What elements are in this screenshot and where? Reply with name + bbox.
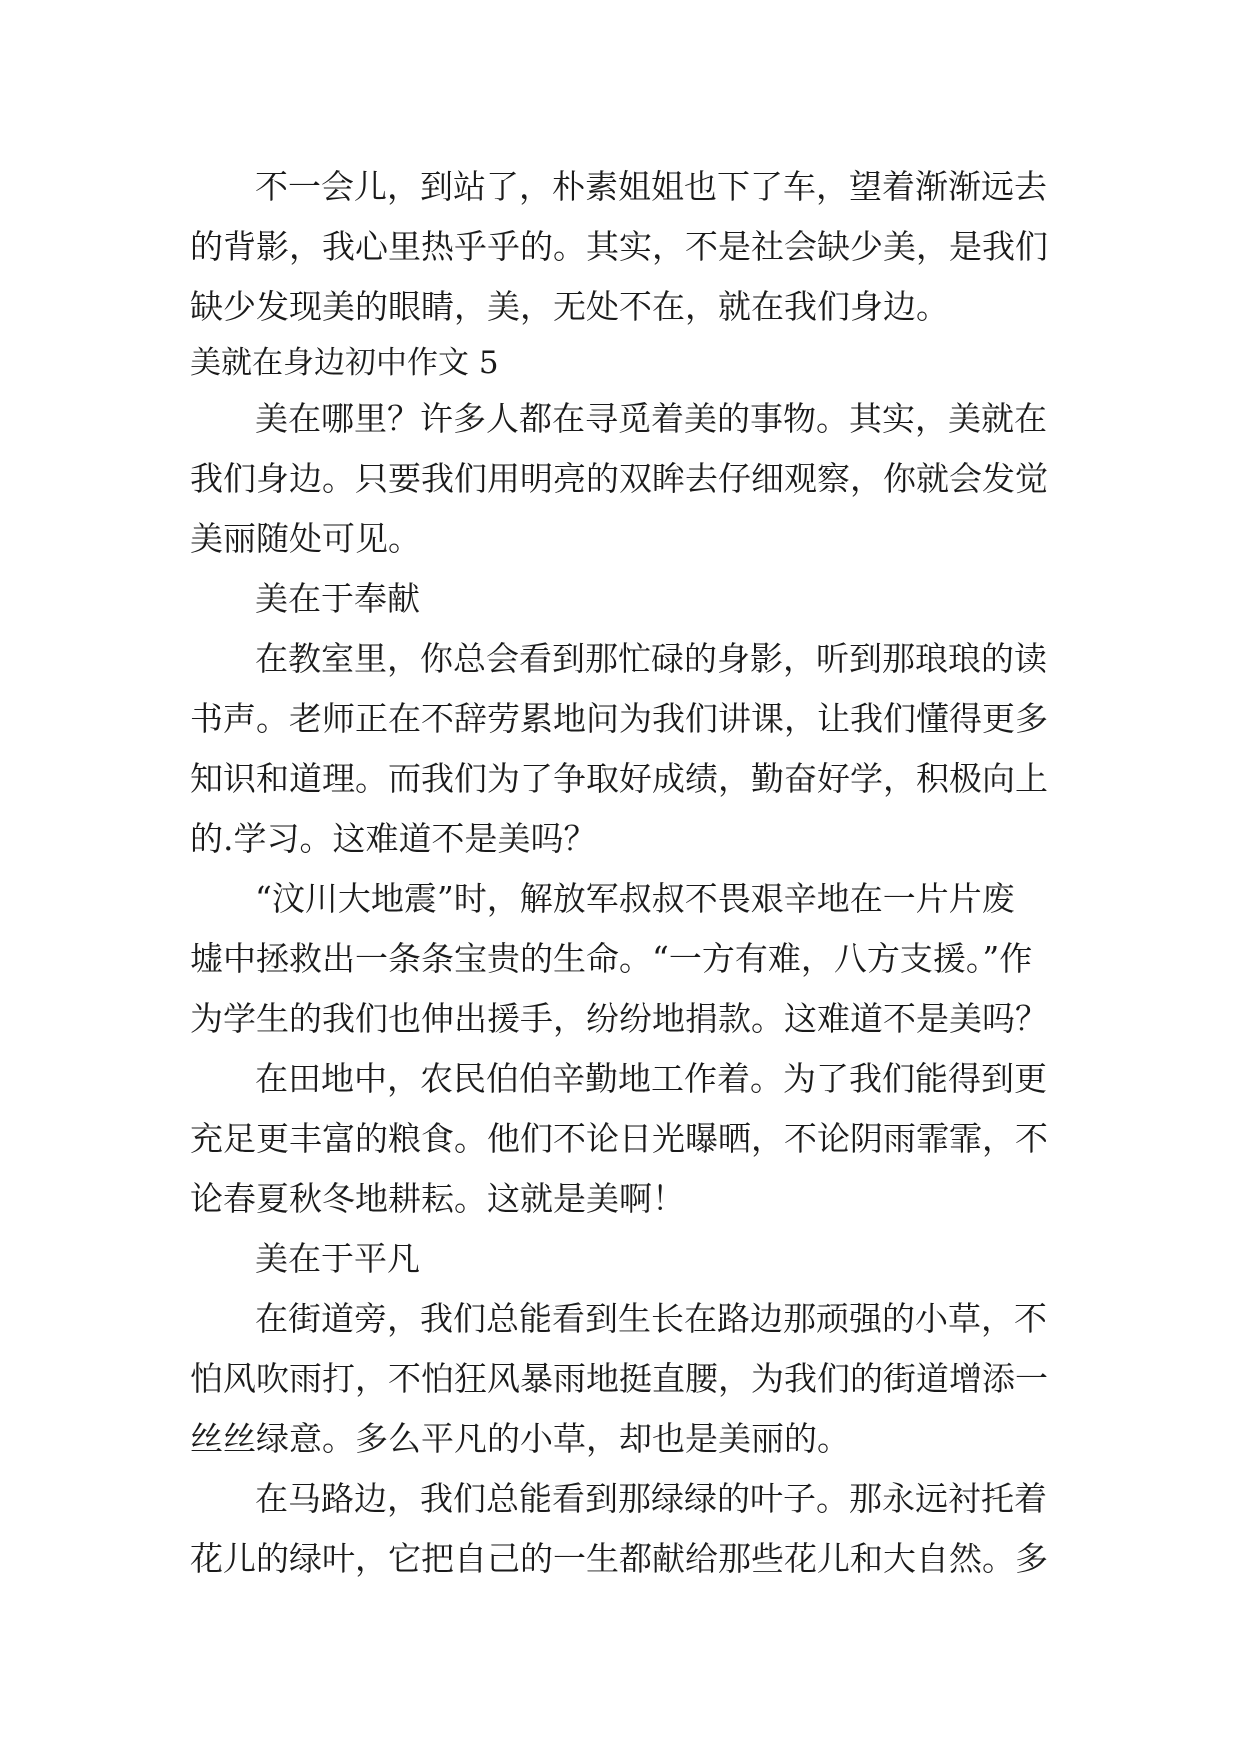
paragraph-line: 在教室里，你总会看到那忙碌的身影，听到那琅琅的读 <box>255 639 1047 678</box>
paragraph-line: 墟中拯救出一条条宝贵的生命。“一方有难，八方支援。”作 <box>190 939 1033 978</box>
paragraph-line: 美丽随处可见。 <box>190 519 421 558</box>
paragraph-line: 怕风吹雨打，不怕狂风暴雨地挺直腰，为我们的街道增添一 <box>190 1359 1048 1398</box>
paragraph-line: “汶川大地震”时，解放军叔叔不畏艰辛地在一片片废 <box>255 879 1015 918</box>
paragraph-line: 在街道旁，我们总能看到生长在路边那顽强的小草，不 <box>255 1299 1047 1338</box>
paragraph-line: 缺少发现美的眼睛，美，无处不在，就在我们身边。 <box>190 287 949 326</box>
paragraph-line: 丝丝绿意。多么平凡的小草，却也是美丽的。 <box>190 1419 850 1458</box>
paragraph-line: 在田地中，农民伯伯辛勤地工作着。为了我们能得到更 <box>255 1059 1047 1098</box>
paragraph-line: 不一会儿，到站了，朴素姐姐也下了车，望着渐渐远去 <box>255 167 1047 206</box>
subsection-title: 美在于奉献 <box>255 579 420 618</box>
paragraph-line: 花儿的绿叶，它把自己的一生都献给那些花儿和大自然。多 <box>190 1539 1048 1578</box>
paragraph-line: 书声。老师正在不辞劳累地问为我们讲课，让我们懂得更多 <box>190 699 1048 738</box>
paragraph-line: 在马路边，我们总能看到那绿绿的叶子。那永远衬托着 <box>255 1479 1047 1518</box>
paragraph-line: 知识和道理。而我们为了争取好成绩，勤奋好学，积极向上 <box>190 759 1048 798</box>
paragraph-line: 为学生的我们也伸出援手，纷纷地捐款。这难道不是美吗？ <box>190 999 1048 1038</box>
paragraph-line: 的背影，我心里热乎乎的。其实，不是社会缺少美，是我们 <box>190 227 1048 266</box>
section-heading: 美就在身边初中作文 5 <box>190 345 499 381</box>
paragraph-line: 论春夏秋冬地耕耘。这就是美啊！ <box>190 1179 685 1218</box>
paragraph-line: 充足更丰富的粮食。他们不论日光曝晒，不论阴雨霏霏，不 <box>190 1119 1048 1158</box>
paragraph-line: 我们身边。只要我们用明亮的双眸去仔细观察，你就会发觉 <box>190 459 1048 498</box>
paragraph-line: 的.学习。这难道不是美吗？ <box>190 819 597 858</box>
paragraph-line: 美在哪里？许多人都在寻觅着美的事物。其实，美就在 <box>255 399 1047 438</box>
subsection-title: 美在于平凡 <box>255 1239 420 1278</box>
